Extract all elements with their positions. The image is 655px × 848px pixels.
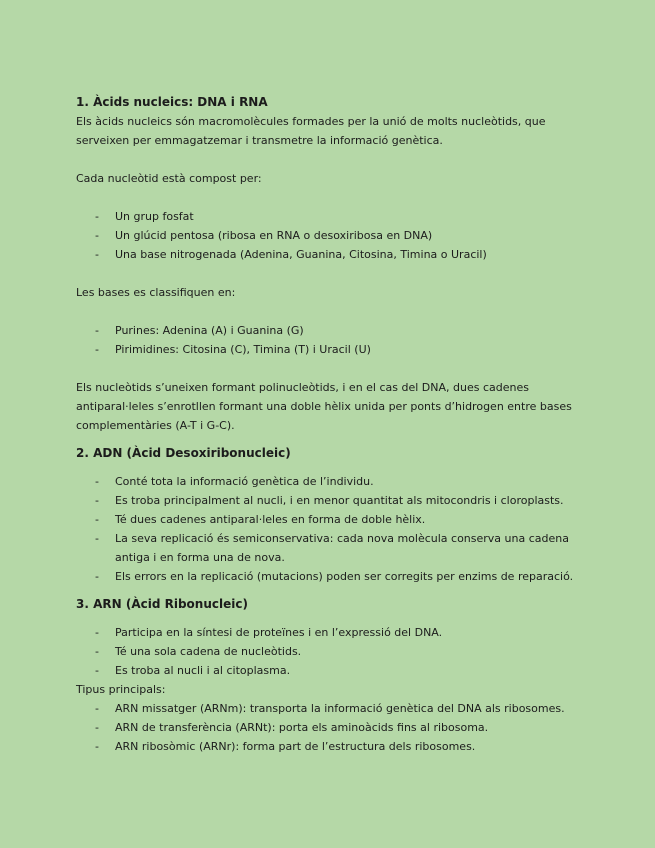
- section-1-closing: Els nucleòtids s’uneixen formant polinucleòtids, i en el cas del DNA, dues cadenes antiparal·leles s’enrotllen formant una doble hèlix unida per ponts d’hidrogen entre bases complementàries (A-T i G-C).: [76, 381, 572, 432]
- list-item: - ARN de transferència (ARNt): porta els aminoàcids fins al ribosoma.: [76, 718, 586, 737]
- bases-list: [76, 321, 586, 359]
- rna-types-list: [76, 699, 586, 756]
- section-3-heading: 3. ARN (Àcid Ribonucleic): [76, 597, 248, 611]
- list-item: - ARN missatger (ARNm): transporta la informació genètica del DNA als ribosomes.: [76, 699, 586, 718]
- list-item: - Es troba principalment al nucli, i en menor quantitat als mitocondris i cloroplasts.: [76, 491, 586, 510]
- document-page: [76, 93, 586, 756]
- list-item: - La seva replicació és semiconservativa: cada nova molècula conserva una cadena antiga i en forma una de nova.: [76, 529, 586, 567]
- list-item: - Participa en la síntesi de proteïnes i en l’expressió del DNA.: [76, 623, 586, 642]
- section-1-heading: 1. Àcids nucleics: DNA i RNA: [76, 95, 268, 109]
- list-item: - Conté tota la informació genètica de l’individu.: [76, 472, 586, 491]
- list-item: - Els errors en la replicació (mutacions) poden ser corregits per enzims de reparació.: [76, 567, 586, 586]
- list-item: - Purines: Adenina (A) i Guanina (G): [76, 321, 586, 340]
- bases-intro: Les bases es classifiquen en:: [76, 286, 236, 299]
- list-item: - Té una sola cadena de nucleòtids.: [76, 642, 586, 661]
- list-item: - Té dues cadenes antiparal·leles en forma de doble hèlix.: [76, 510, 586, 529]
- list-item: - ARN ribosòmic (ARNr): forma part de l’estructura dels ribosomes.: [76, 737, 586, 756]
- list-item: - Un grup fosfat: [76, 207, 586, 226]
- nucleotide-composition-intro: Cada nucleòtid està compost per:: [76, 172, 262, 185]
- list-item: - Pirimidines: Citosina (C), Timina (T) i Uracil (U): [76, 340, 586, 359]
- section-2-heading: 2. ADN (Àcid Desoxiribonucleic): [76, 446, 291, 460]
- list-item: - Un glúcid pentosa (ribosa en RNA o desoxiribosa en DNA): [76, 226, 586, 245]
- dna-properties-list: [76, 472, 586, 586]
- rna-properties-list: [76, 623, 586, 680]
- section-1-intro: Els àcids nucleics són macromolècules formades per la unió de molts nucleòtids, que serveixen per emmagatzemar i transmetre la informació genètica.: [76, 115, 546, 147]
- list-item: - Es troba al nucli i al citoplasma.: [76, 661, 586, 680]
- nucleotide-components-list: [76, 207, 586, 264]
- list-item: - Una base nitrogenada (Adenina, Guanina, Citosina, Timina o Uracil): [76, 245, 586, 264]
- rna-types-label: Tipus principals:: [76, 683, 166, 696]
